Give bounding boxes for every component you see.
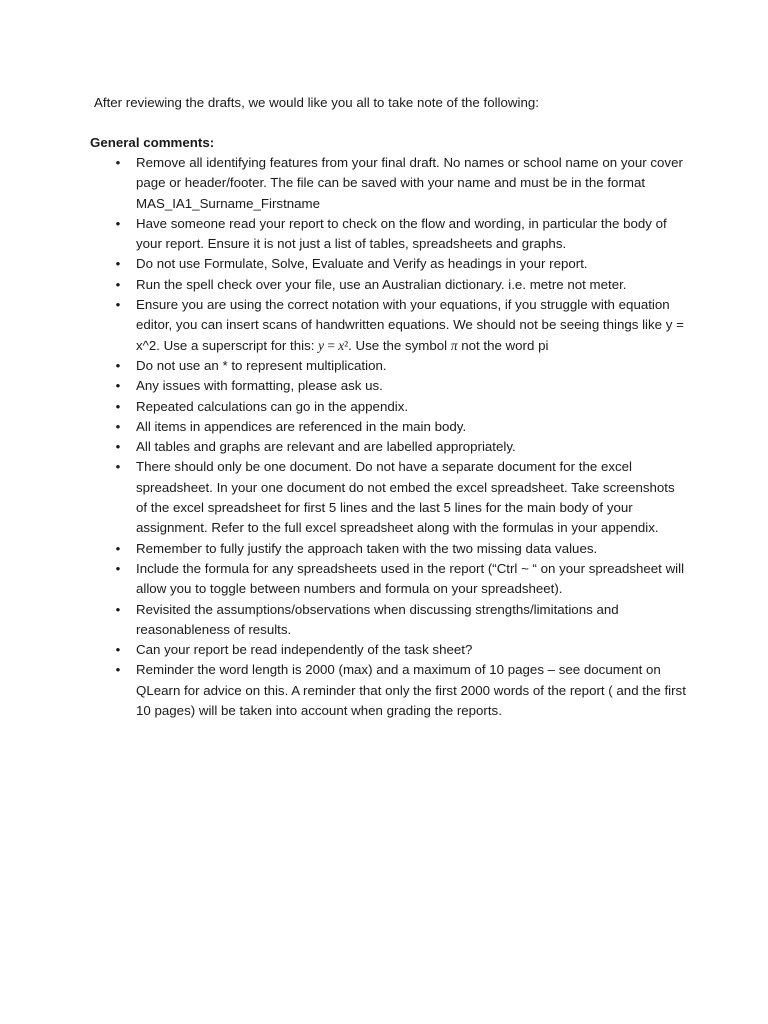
notation-text-start: Ensure you are using the correct notation with your equations, if you struggle with equation editor, you can insert scans of handwritten equations. We should not be seeing things like y = x^2. Use a superscript for this:	[136, 297, 684, 353]
list-item-text: All items in appendices are referenced in the main body.	[136, 418, 467, 434]
list-item-text: Have someone read your report to check on the flow and wording, in particular the body of your report. Ensure it is not just a list of tables, spreadsheets and graphs.	[136, 215, 667, 252]
bullet-icon	[114, 254, 122, 274]
intro-paragraph: After reviewing the drafts, we would like you all to take note of the following:	[94, 95, 539, 110]
list-item	[136, 295, 688, 356]
bullet-icon	[114, 457, 122, 477]
list-item	[136, 539, 688, 559]
bullet-icon	[114, 640, 122, 660]
list-item-text: There should only be one document. Do not have a separate document for the excel spreadsheet. In your one document do not embed the excel spreadsheet. Take screenshots of the excel spreadsheet for first 5 lines and the last 5 lines for the main body of your assignment. Refer to the full excel spreadsheet along with the formulas in your appendix.	[136, 459, 675, 536]
math-variable-x: x	[338, 337, 345, 353]
bullet-icon	[114, 376, 122, 396]
list-item	[136, 214, 688, 255]
list-item-text: Can your report be read independently of the task sheet?	[136, 642, 473, 658]
list-item-text: Any issues with formatting, please ask us.	[136, 378, 383, 394]
comments-list	[136, 153, 688, 721]
list-item-text: Do not use Formulate, Solve, Evaluate and Verify as headings in your report.	[136, 256, 588, 272]
math-equals: =	[324, 337, 339, 353]
list-item-text	[136, 297, 684, 353]
bullet-icon	[114, 539, 122, 559]
bullet-icon	[114, 275, 122, 295]
bullet-icon	[114, 356, 122, 376]
list-item-text: All tables and graphs are relevant and are labelled appropriately.	[136, 439, 516, 455]
list-item	[136, 397, 688, 417]
list-item-text: Run the spell check over your file, use an Australian dictionary. i.e. metre not meter.	[136, 276, 627, 292]
list-item-text: Repeated calculations can go in the appendix.	[136, 398, 409, 414]
list-item	[136, 640, 688, 660]
list-item-text: Do not use an * to represent multiplication.	[136, 357, 387, 373]
list-item-text: Revisited the assumptions/observations when discussing strengths/limitations and reasonableness of results.	[136, 601, 619, 637]
list-item	[136, 376, 688, 396]
list-item-text: Remember to fully justify the approach taken with the two missing data values.	[136, 540, 598, 556]
general-comments-heading: General comments:	[90, 135, 215, 150]
notation-text-end: not the word pi	[457, 337, 549, 353]
list-item	[136, 254, 688, 274]
list-item	[136, 153, 688, 214]
list-item	[136, 559, 688, 600]
math-variable-y: y	[318, 337, 325, 353]
bullet-icon	[114, 397, 122, 417]
bullet-icon	[114, 214, 122, 234]
list-item	[136, 660, 688, 721]
list-item	[136, 600, 688, 641]
bullet-icon	[114, 660, 122, 680]
bullet-icon	[114, 153, 122, 173]
bullet-icon	[114, 417, 122, 437]
bullet-icon	[114, 437, 122, 457]
list-item-text: Remove all identifying features from your final draft. No names or school name on your cover page or header/footer. The file can be saved with your name and must be in the format MAS_IA1_Surname_Firstname	[136, 155, 683, 211]
list-item	[136, 437, 688, 457]
list-item-text: Include the formula for any spreadsheets used in the report (“Ctrl ~ “ on your spreadsheet will allow you to toggle between numbers and formula on your spreadsheet).	[136, 560, 685, 597]
notation-text-middle: . Use the symbol	[348, 337, 451, 353]
bullet-icon	[114, 559, 122, 579]
math-superscript: ²	[344, 337, 349, 353]
bullet-icon	[114, 295, 122, 315]
list-item	[136, 417, 688, 437]
bullet-icon	[114, 600, 122, 620]
list-item	[136, 356, 688, 376]
pi-symbol: π	[450, 337, 458, 353]
list-item	[136, 457, 688, 538]
list-item	[136, 275, 688, 295]
list-item-text: Reminder the word length is 2000 (max) and a maximum of 10 pages – see document on QLearn for advice on this. A reminder that only the first 2000 words of the report ( and the first 10 pages) will be taken into account when grading the reports.	[136, 662, 686, 719]
